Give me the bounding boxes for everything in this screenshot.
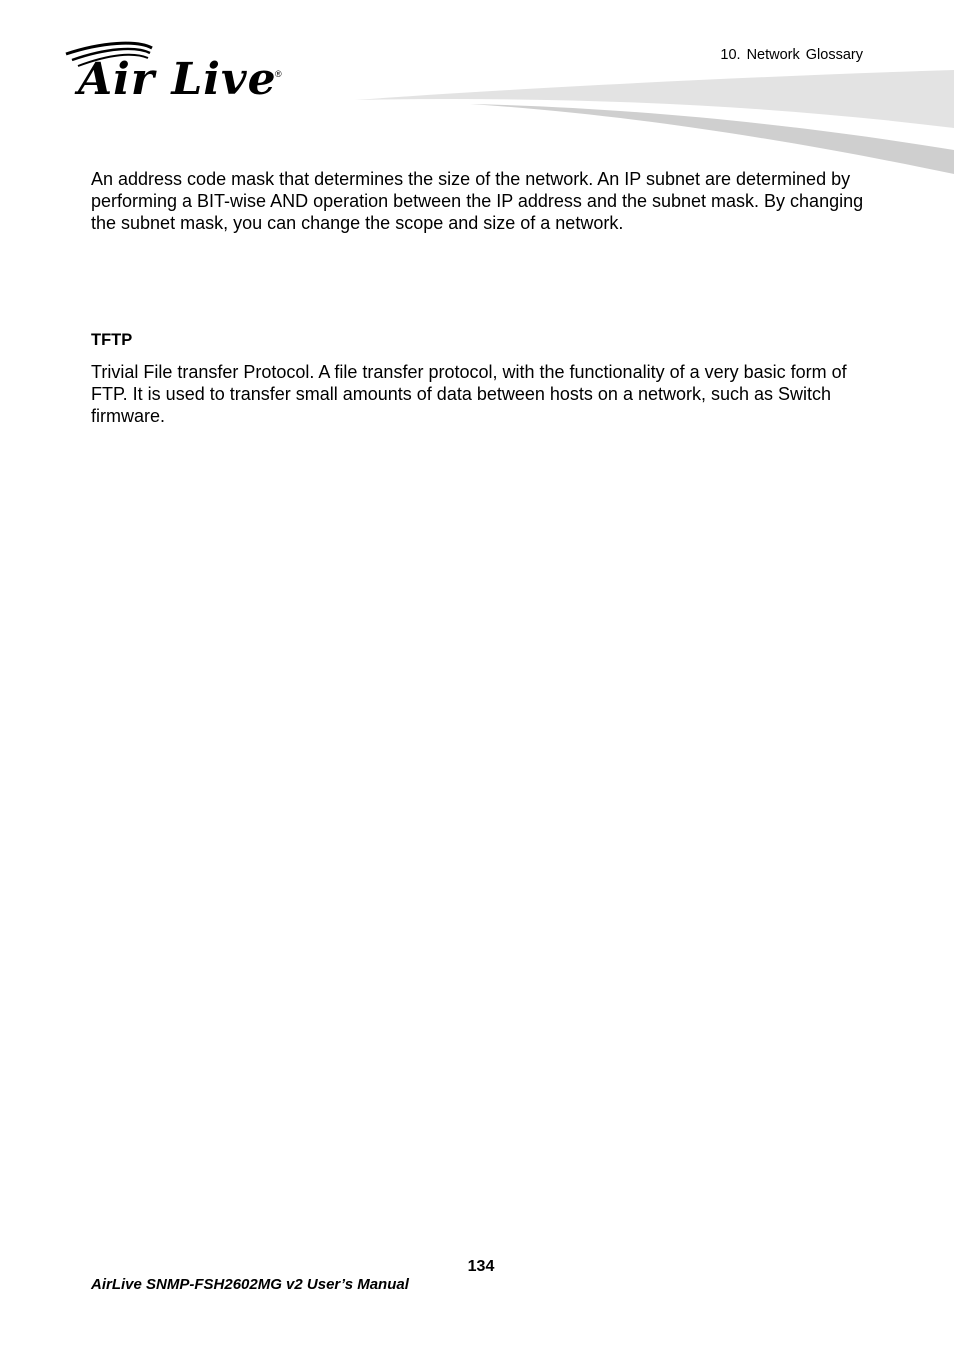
registered-mark: ® — [275, 69, 282, 79]
chapter-title: 10. Network Glossary — [720, 47, 863, 63]
section-heading-tftp: TFTP — [91, 331, 133, 349]
page-number: 134 — [467, 1258, 495, 1275]
manual-title: AirLive SNMP-FSH2602MG v2 User’s Manual — [91, 1276, 409, 1293]
airlive-logo: Air Live — [78, 54, 277, 105]
subnet-mask-definition: An address code mask that determines the size of the network. An IP subnet are determined by performing a BIT-wise AND operation between the IP address and the subnet mask. By changing the subnet mask, you can change the scope and size of a network. — [91, 169, 864, 234]
tftp-definition: Trivial File transfer Protocol. A file transfer protocol, with the functionality of a very basic form of FTP. It is used to transfer small amounts of data between hosts on a network, such as Switch firmware. — [91, 362, 847, 427]
